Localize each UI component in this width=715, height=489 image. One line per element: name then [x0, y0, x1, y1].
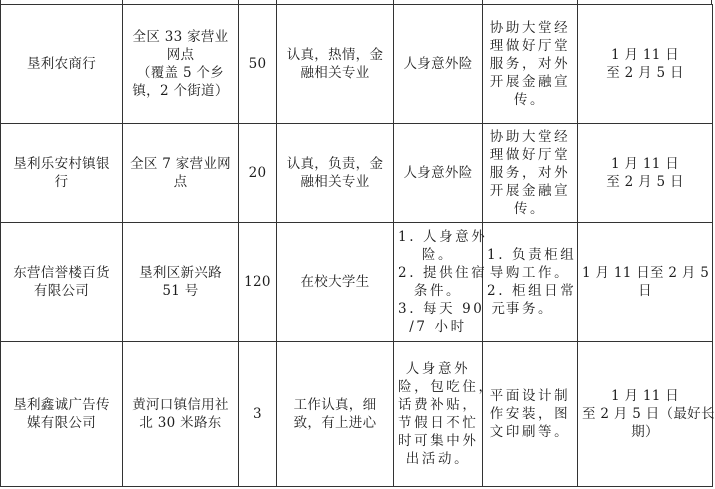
period-text-line: 日: [638, 283, 652, 299]
duties-cell: [483, 124, 578, 223]
period-text-line: 1 月 11 日: [610, 156, 680, 172]
requirements-cell: [277, 342, 394, 487]
location-text-line: 51 号: [162, 283, 199, 299]
table-body: [1, 5, 713, 487]
duties-cell: [483, 5, 578, 124]
benefits-text-line: 人身意外: [405, 361, 471, 377]
period-cell: [578, 124, 713, 223]
duties-text-line: 理做好厅堂: [489, 38, 571, 54]
benefits-text-line: 1. 人身意外: [398, 229, 488, 245]
table-row: [1, 342, 713, 487]
period-text-line: 1 月 11 日: [610, 388, 680, 404]
location-cell: [123, 124, 239, 223]
duties-text-line: 开展金融宣: [489, 183, 571, 199]
duties-text-line: 理做好厅堂: [489, 147, 571, 163]
company-text-line: 行: [54, 174, 69, 190]
requirements-text-line: 认真，负责，金: [286, 156, 384, 172]
location-cell: [123, 342, 239, 487]
requirements-text-line: 认真，热情，金: [286, 47, 384, 63]
headcount-cell: [239, 342, 277, 487]
requirements-text-line: 融相关专业: [300, 174, 370, 190]
period-cell: [578, 342, 713, 487]
job-listing-table: [0, 4, 713, 487]
headcount-cell: [239, 5, 277, 124]
duties-text-line: 传。: [513, 92, 547, 108]
location-text-line: 黄河口镇信用社: [132, 397, 229, 413]
benefits-text-line: 人身意外险: [403, 56, 473, 72]
benefits-text-line: 人身意外险: [403, 165, 473, 181]
requirements-text-line: 致，有上进心: [293, 415, 377, 431]
company-name-cell: [1, 342, 123, 487]
company-name-cell: [1, 5, 123, 124]
duties-text-line: 协助大堂经: [489, 20, 571, 36]
requirements-cell: [277, 5, 394, 124]
benefits-cell: [394, 342, 495, 487]
company-text-line: 垦利农商行: [27, 56, 96, 72]
requirements-text-line: 在校大学生: [300, 274, 370, 290]
benefits-text-line: 3. 每天 90 元: [398, 301, 508, 317]
company-text-line: 东营信誉楼百货: [13, 265, 110, 281]
duties-text-line: 开展金融宣: [489, 74, 571, 90]
table-row: [1, 124, 713, 223]
benefits-cell: [394, 223, 508, 342]
location-cell: [123, 223, 239, 342]
benefits-text-line: 话费补贴，: [398, 397, 479, 413]
benefits-text-line: 险。: [421, 247, 455, 263]
location-text-line: （覆盖 5 个乡: [136, 65, 225, 81]
headcount-text-line: 50: [248, 56, 267, 72]
duties-text-line: 作安装，图: [489, 406, 571, 422]
requirements-cell: [277, 124, 394, 223]
company-name-cell: [1, 124, 123, 223]
benefits-cell: [394, 124, 483, 223]
location-text-line: 点: [173, 174, 188, 190]
headcount-text-line: 120: [244, 274, 271, 290]
duties-cell: [483, 223, 578, 342]
benefits-text-line: 2. 提供住宿: [398, 265, 488, 281]
period-text-line: 1 月 11 日至 2 月 5: [582, 265, 710, 281]
headcount-cell: [239, 223, 277, 342]
table-row: [1, 5, 713, 124]
benefits-cell: [394, 5, 483, 124]
duties-text-line: 服务，对外: [489, 56, 571, 72]
headcount-text-line: 20: [248, 165, 267, 181]
period-text-line: 至 2 月 5 日: [606, 174, 684, 190]
period-cell: [578, 5, 713, 124]
location-text-line: 网点: [166, 47, 195, 63]
period-text-line: 至 2 月 5 日: [606, 65, 684, 81]
duties-text-line: 导购工作。: [489, 265, 571, 281]
location-text-line: 镇，2 个街道）: [132, 83, 229, 99]
headcount-cell: [239, 124, 277, 223]
company-text-line: 有限公司: [33, 283, 90, 299]
duties-text-line: 平面设计制: [489, 388, 571, 404]
duties-text-line: 事务。: [505, 301, 555, 317]
company-name-cell: [1, 223, 123, 342]
location-text-line: 北 30 米路东: [139, 415, 222, 431]
company-text-line: 垦利鑫诚广告传: [13, 397, 110, 413]
duties-cell: [483, 342, 578, 487]
company-text-line: 媒有限公司: [27, 415, 96, 431]
period-text-line: 期）: [631, 424, 659, 440]
benefits-text-line: 出活动。: [405, 451, 471, 467]
duties-text-line: 协助大堂经: [489, 129, 571, 145]
location-text-line: 垦利区新兴路: [139, 265, 222, 281]
headcount-text-line: 3: [253, 406, 262, 422]
period-text-line: 至 2 月 5 日（最好长: [582, 406, 715, 422]
location-text-line: 全区 7 家营业网: [130, 156, 231, 172]
benefits-text-line: /7 小时: [409, 319, 467, 335]
location-cell: [123, 5, 239, 124]
location-text-line: 全区 33 家营业: [132, 29, 229, 45]
benefits-text-line: 时可集中外: [398, 433, 479, 449]
duties-text-line: 传。: [513, 201, 547, 217]
requirements-text-line: 融相关专业: [300, 65, 370, 81]
benefits-text-line: 节假日不忙: [398, 415, 479, 431]
period-text-line: 1 月 11 日: [610, 47, 680, 63]
duties-text-line: 服务，对外: [489, 165, 571, 181]
company-text-line: 垦利乐安村镇银: [13, 156, 110, 172]
table-row: [1, 223, 713, 342]
duties-text-line: 1. 负责柜组: [487, 247, 577, 263]
requirements-cell: [277, 223, 394, 342]
requirements-text-line: 工作认真，细: [293, 397, 377, 413]
duties-text-line: 2. 柜组日常: [487, 283, 577, 299]
benefits-text-line: 险，包吃住，: [398, 379, 495, 395]
benefits-text-line: 条件。: [413, 283, 463, 299]
duties-text-line: 文印刷等。: [489, 424, 571, 440]
period-cell: [578, 223, 713, 342]
